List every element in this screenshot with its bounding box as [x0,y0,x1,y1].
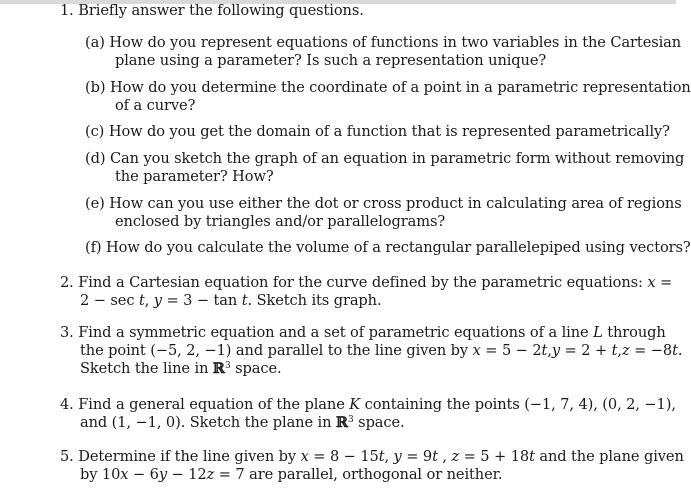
q1a-line1 [85,34,681,52]
q2-eq-sign: = [655,274,673,291]
q3-text2g: . [677,342,683,359]
q5-text2d: = 7 are parallel, orthogonal or neither. [214,466,503,483]
q3-text2c: , [547,342,552,359]
q4-line2 [80,414,405,432]
q2-line2 [80,292,382,310]
q3-var-t3: t [672,342,678,359]
q1b-line1 [85,79,691,97]
q2-text1: Find a Cartesian equation for the curve defined by the parametric equations: [78,274,643,291]
q4-text1b: containing the points (−1, 7, 4), (0, 2, −1), [360,396,676,413]
q2-text2a: 2 − sec [80,292,139,309]
q3-text2d: = 2 + [560,342,612,359]
q1e-text1: How can you use either the dot or cross product in calculating area of regions [109,195,682,212]
q1c-label: (c) [85,123,105,140]
q3-var-t2: t [611,342,618,359]
q1c-line1 [85,123,670,141]
q5-var-y: y [393,448,402,465]
q3-line1 [60,324,666,342]
q3-number: 3. [60,324,74,341]
q4-text2b: space. [353,414,405,431]
q5-var-t3: t [529,448,535,465]
q3-var-y: y [551,342,561,359]
q2-number: 2. [60,274,74,291]
q5-line1 [60,448,684,466]
q5-text1d: = 9 [401,448,433,465]
q1e-line2: enclosed by triangles and/or parallelograms? [115,213,446,230]
q1d-line2: the parameter? How? [115,168,274,185]
q1f-label: (f) [85,239,102,256]
q5-var-t2: t [432,448,438,465]
q5-line2 [80,466,502,484]
q2-text2d: . Sketch its graph. [247,292,382,309]
q1b-line2: of a curve? [115,97,196,114]
q2-text2c: = 3 − tan [161,292,242,309]
q4-number: 4. [60,396,74,413]
q5-var-z: z [451,448,460,465]
q5-var-x: x [300,448,309,465]
q5-var-x2: x [120,466,129,483]
q5-text2a: by 10 [80,466,121,483]
q1d-label: (d) [85,150,106,167]
q3-text2f: = −8 [629,342,673,359]
q1a-text1: How do you represent equations of functions in two variables in the Cartesian [109,34,682,51]
q3-exponent: 3 [224,361,231,371]
q4-line1 [60,396,676,414]
q3-var-L: L [593,324,603,341]
q3-real-space-symbol: ℝ [212,360,225,377]
q1c-text1: How do you get the domain of a function that is represented parametrically? [108,123,670,140]
q3-text3a: Sketch the line in [80,360,213,377]
q1e-label: (e) [85,195,105,212]
q5-number: 5. [60,448,74,465]
q3-text2a: the point (−5, 2, −1) and parallel to the line given by [80,342,473,359]
q1a-line2: plane using a parameter? Is such a representation unique? [115,52,547,69]
q1e-line1 [85,195,682,213]
q1f-text1: How do you calculate the volume of a rectangular parallelepiped using vectors? [106,239,691,256]
q1f-line1 [85,239,691,257]
q5-var-y2: y [158,466,167,483]
q2-var-x: x [647,274,656,291]
q5-var-z2: z [206,466,215,483]
q3-var-z: z [621,342,630,359]
q5-text1c: , [384,448,394,465]
q5-var-t1: t [378,448,385,465]
q2-var-t1: t [138,292,145,309]
q1d-text1: Can you sketch the graph of an equation in parametric form without removing [109,150,685,167]
q2-line1 [60,274,672,292]
q5-text1g: and the plane given [534,448,684,465]
q4-var-K: K [349,396,361,413]
q5-text1f: = 5 + 18 [459,448,530,465]
q2-text2b: , [144,292,154,309]
q3-text2b: = 5 − 2 [480,342,542,359]
q3-var-t1: t [541,342,548,359]
q5-text2b: − 6 [128,466,159,483]
q1-number: 1. [60,2,74,19]
q4-text1a: Find a general equation of the plane [78,396,350,413]
q1-stem-line [60,2,364,20]
q4-exponent: 3 [348,415,354,425]
q5-text1b: = 8 − 15 [308,448,379,465]
q3-line2 [80,342,682,360]
q1-stem: Briefly answer the following questions. [78,2,364,19]
q5-text1e: , [437,448,452,465]
q3-var-x: x [472,342,481,359]
q2-var-y: y [153,292,162,309]
q5-text1a: Determine if the line given by [78,448,301,465]
q2-var-t2: t [241,292,248,309]
q3-text2e: , [617,342,622,359]
q1b-text1: How do you determine the coordinate of a point in a parametric representation [109,79,691,96]
q1a-label: (a) [85,34,105,51]
q4-text2a: and (1, −1, 0). Sketch the plane in [80,414,336,431]
q1d-line1 [85,150,684,168]
q3-text3b: space. [230,360,282,377]
q3-line3 [80,360,282,378]
q3-text1a: Find a symmetric equation and a set of parametric equations of a line [78,324,594,341]
q1b-label: (b) [85,79,106,96]
q4-real-space-symbol: ℝ [335,414,348,431]
q5-text2c: − 12 [167,466,207,483]
q3-text1b: through [602,324,666,341]
